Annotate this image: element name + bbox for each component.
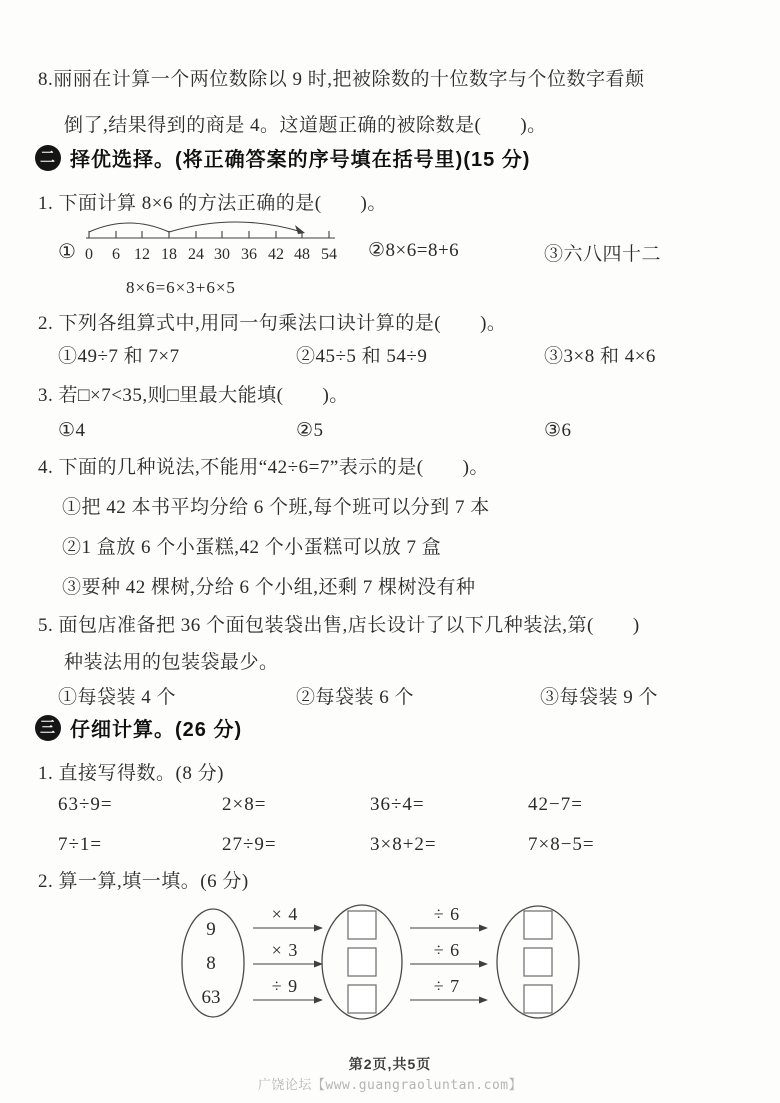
operation-label: × 3 (271, 940, 299, 960)
equation: 3×8+2= (370, 834, 437, 855)
operation-label: ÷ 9 (271, 976, 299, 996)
q2-option2: ②45÷5 和 54÷9 (296, 346, 428, 367)
equation: 42−7= (528, 794, 583, 815)
footer-page-number: 第2页,共5页 (348, 1056, 432, 1072)
equation: 36÷4= (370, 794, 425, 815)
number-line-arc-2 (169, 222, 302, 232)
source-number: 9 (206, 919, 216, 940)
section-three-icon: 三 (35, 715, 61, 741)
equation: 63÷9= (58, 794, 113, 815)
equation: 27÷9= (222, 834, 277, 855)
q3-option2: ②5 (296, 420, 324, 441)
operation-label: ÷ 7 (433, 976, 461, 996)
operation-label: ÷ 6 (433, 940, 461, 960)
q3-stem: 3. 若□×7<35,则□里最大能填( )。 (38, 385, 349, 406)
operation-label: × 4 (271, 904, 299, 924)
tick-label: 36 (241, 246, 257, 263)
number-line-arc-1 (89, 223, 169, 232)
q4-stem: 4. 下面的几种说法,不能用“42÷6=7”表示的是( )。 (38, 457, 489, 478)
q4-option3: ③要种 42 棵树,分给 6 个小组,还剩 7 棵树没有种 (62, 577, 476, 598)
tick-label: 42 (268, 246, 284, 263)
section-three-title: 仔细计算。(26 分) (70, 719, 243, 741)
tick-label: 24 (188, 246, 204, 263)
tick-label: 12 (134, 246, 150, 263)
arrowhead (479, 997, 488, 1004)
answer-box[interactable] (348, 911, 376, 939)
q4-option2: ②1 盒放 6 个小蛋糕,42 个小蛋糕可以放 7 盒 (62, 537, 442, 558)
answer-box[interactable] (524, 985, 552, 1013)
operation-label: ÷ 6 (433, 904, 461, 924)
fill-in-diagram (163, 896, 603, 1046)
tick-label: 30 (214, 246, 230, 263)
equation: 7×8−5= (528, 834, 595, 855)
arrowhead (314, 997, 323, 1004)
q1-number-line (84, 212, 342, 276)
q2-option3: ③3×8 和 4×6 (544, 346, 656, 367)
answer-box[interactable] (348, 948, 376, 976)
footer-site-watermark: 广饶论坛【www.guangraoluntan.com】 (257, 1078, 523, 1093)
equation: 7÷1= (58, 834, 103, 855)
q5-line1: 5. 面包店准备把 36 个面包装袋出售,店长设计了以下几种装法,第( ) (38, 615, 640, 636)
calc2-title: 2. 算一算,填一填。(6 分) (38, 871, 249, 892)
source-number: 63 (201, 987, 221, 1008)
q2-option1: ①49÷7 和 7×7 (58, 346, 180, 367)
tick-label: 18 (161, 246, 177, 263)
q2-stem: 2. 下列各组算式中,用同一句乘法口诀计算的是( )。 (38, 313, 507, 334)
tick-label: 48 (294, 246, 310, 263)
q3-option3: ③6 (544, 420, 572, 441)
q1-option2: ②8×6=8+6 (368, 240, 460, 261)
equation: 2×8= (222, 794, 267, 815)
q1-stem: 1. 下面计算 8×6 的方法正确的是( )。 (38, 193, 387, 214)
arrowhead (479, 925, 488, 932)
tick-label: 6 (112, 246, 120, 263)
q8-line1: 8.丽丽在计算一个两位数除以 9 时,把被除数的十位数字与个位数字看颠 (38, 69, 645, 90)
q1-option1-badge: ① (58, 241, 77, 263)
q1-option3: ③六八四十二 (544, 244, 662, 265)
arrowhead (479, 961, 488, 968)
answer-box[interactable] (524, 911, 552, 939)
arrowhead (314, 925, 323, 932)
q1-option1-formula: 8×6=6×3+6×5 (126, 278, 236, 297)
section-two-header (35, 143, 530, 172)
q3-option1: ①4 (58, 420, 86, 441)
section-two-title: 择优选择。(将正确答案的序号填在括号里)(15 分) (70, 149, 531, 171)
arc-arrowhead (295, 225, 305, 234)
q5-option3: ③每袋装 9 个 (540, 687, 659, 708)
answer-box[interactable] (348, 985, 376, 1013)
q5-option2: ②每袋装 6 个 (296, 687, 415, 708)
section-two-icon: 二 (35, 145, 61, 171)
calc1-title: 1. 直接写得数。(8 分) (38, 763, 224, 784)
q5-option1: ①每袋装 4 个 (58, 687, 177, 708)
q5-line2: 种装法用的包装袋最少。 (64, 652, 279, 673)
q8-line2: 倒了,结果得到的商是 4。这道题正确的被除数是( )。 (64, 115, 547, 136)
answer-box[interactable] (524, 948, 552, 976)
tick-label: 0 (85, 246, 93, 263)
tick-label: 54 (321, 246, 337, 263)
section-three-header (35, 713, 242, 742)
q4-option1: ①把 42 本书平均分给 6 个班,每个班可以分到 7 本 (62, 497, 490, 518)
source-number: 8 (206, 953, 216, 974)
